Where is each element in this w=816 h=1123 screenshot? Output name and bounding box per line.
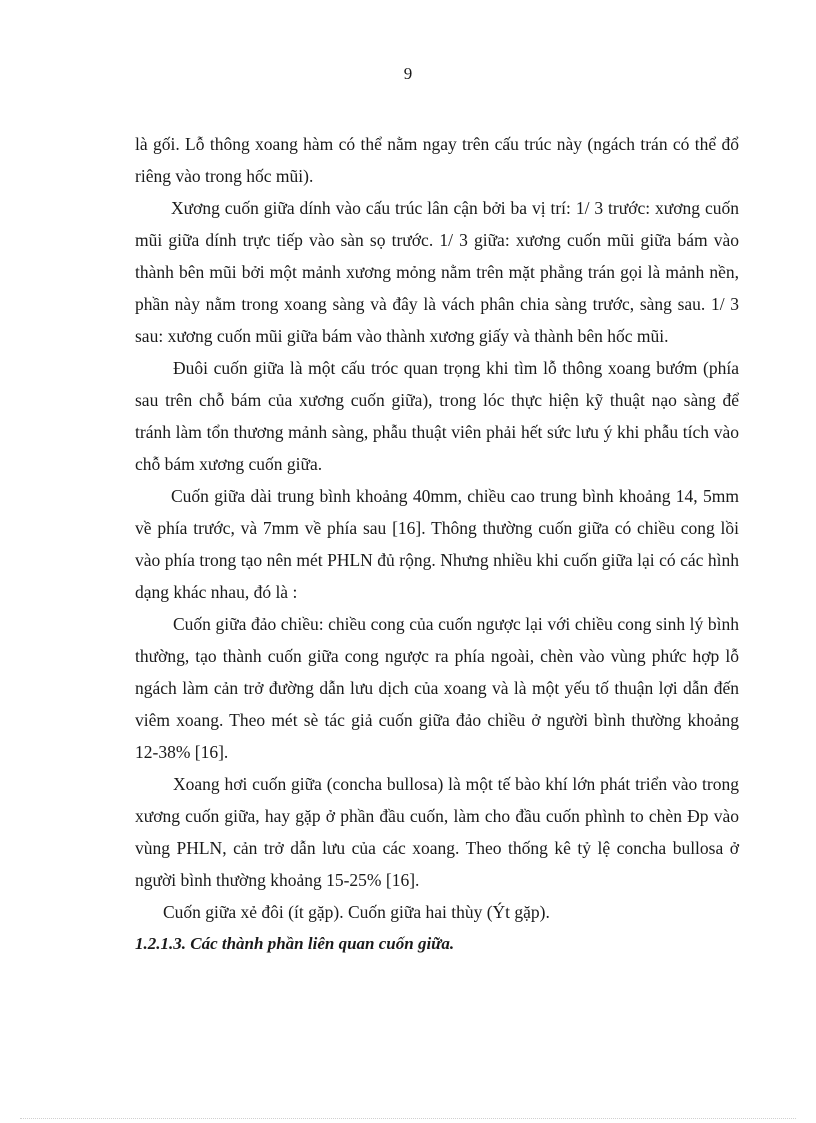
page-body <box>135 128 739 960</box>
paragraph-2: Xương cuốn giữa dính vào cấu trúc lân cận bởi ba vị trí: 1/ 3 trước: xương cuốn mũi giữa dính trực tiếp vào sàn sọ trước. 1/ 3 giữa: xương cuốn mũi giữa bám vào thành bên mũi bởi một mảnh xương mỏng nằm trên mặt phẳng trán gọi là mảnh nền, phần này nằm trong xoang sàng và đây là vách phân chia sàng trước, sàng sau. 1/ 3 sau: xương cuốn mũi giữa bám vào thành xương giấy và thành bên hốc mũi. <box>135 198 739 346</box>
paragraph-7: Cuốn giữa xẻ đôi (ít gặp). Cuốn giữa hai thùy (Ýt gặp). <box>163 902 550 922</box>
paragraph-6: Xoang hơi cuốn giữa (concha bullosa) là một tế bào khí lớn phát triển vào trong xương cuốn giữa, hay gặp ở phần đầu cuốn, làm cho đầu cuốn phình to chèn Ðp vào vùng PHLN, cản trở dẫn lưu của các xoang. Theo thống kê tỷ lệ concha bullosa ở người bình thường khoảng 15-25% [16]. <box>135 774 739 890</box>
paragraph-4: Cuốn giữa dài trung bình khoảng 40mm, chiều cao trung bình khoảng 14, 5mm về phía trước, và 7mm về phía sau [16]. Thông thường cuốn giữa có chiều cong lồi vào phía trong tạo nên mét PHLN đủ rộng. Nhưng nhiều khi cuốn giữa lại có các hình dạng khác nhau, đó là : <box>135 486 739 602</box>
paragraph-5: Cuốn giữa đảo chiều: chiều cong của cuốn ngược lại với chiều cong sinh lý bình thường, tạo thành cuốn giữa cong ngược ra phía ngoài, chèn vào vùng phức hợp lỗ ngách làm cản trở đường dẫn lưu dịch của xoang và là một yếu tố thuận lợi dẫn đến viêm xoang. Theo mét sè tác giả cuốn giữa đảo chiều ở người bình thường khoảng 12-38% [16]. <box>135 614 739 762</box>
paragraph-3: Đuôi cuốn giữa là một cấu tróc quan trọng khi tìm lỗ thông xoang bướm (phía sau trên chỗ bám của xương cuốn giữa), trong lóc thực hiện kỹ thuật nạo sàng để tránh làm tổn thương mảnh sàng, phẫu thuật viên phải hết sức lưu ý khi phẫu tích vào chỗ bám xương cuốn giữa. <box>135 358 739 474</box>
section-heading: 1.2.1.3. Các thành phần liên quan cuốn giữa. <box>135 934 455 953</box>
page-bottom-divider <box>20 1118 796 1119</box>
paragraph-1: là gối. Lỗ thông xoang hàm có thể nằm ngay trên cấu trúc này (ngách trán có thể đổ riêng vào trong hốc mũi). <box>135 134 739 186</box>
page-number: 9 <box>403 64 413 83</box>
